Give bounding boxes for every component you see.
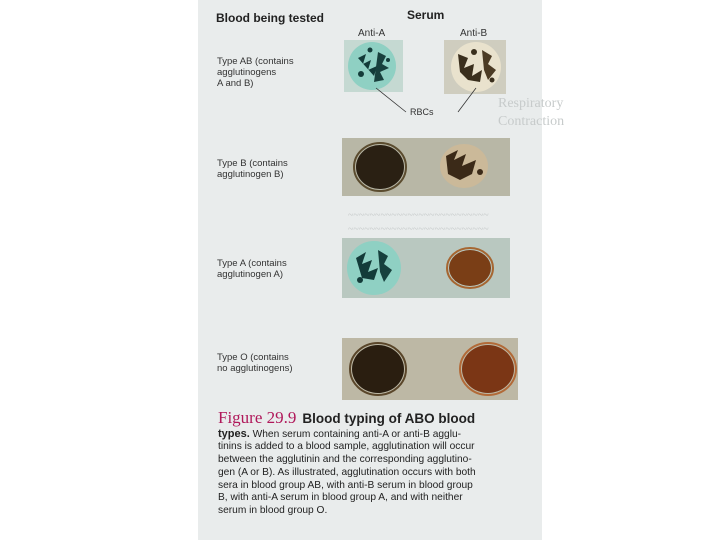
- anti-b-header: Anti-B: [460, 28, 488, 39]
- caption-line: tinins is added to a blood sample, agglutination will occur: [218, 441, 475, 453]
- blood-tested-header: Blood being tested: [216, 11, 324, 25]
- bleed-through-text: Respiratory: [498, 96, 564, 111]
- caption-line: When serum containing anti-A or anti-B agglu-: [249, 428, 462, 440]
- sample-ab-anti-a: [344, 40, 403, 92]
- figure-number: Figure 29.9: [218, 408, 297, 427]
- sample-b-panel: [342, 138, 510, 196]
- caption-line: between the agglutinin and the corresponding agglutino-: [218, 454, 472, 466]
- row-label-type-a: Type A (contains agglutinogen A): [217, 258, 287, 280]
- caption-line: gen (A or B). As illustrated, agglutination occurs with both: [218, 466, 476, 478]
- serum-header: Serum: [407, 8, 445, 22]
- bleed-through-text: ~~~~~~~~~~~~~~~~~~~~~~~~~~: [348, 224, 489, 235]
- rbc-label: RBCs: [410, 107, 434, 117]
- figure-caption: [218, 408, 536, 518]
- caption-lead: types.: [218, 427, 250, 440]
- caption-line: serum in blood group O.: [218, 504, 328, 516]
- caption-line: sera in blood group AB, with anti-B serum in blood group: [218, 479, 473, 491]
- row-label-type-o: Type O (contains no agglutinogens): [217, 352, 293, 374]
- caption-line: B, with anti-A serum in blood group A, and with neither: [218, 492, 463, 504]
- bleed-through-text: ~~~~~~~~~~~~~~~~~~~~~~~~~~: [348, 210, 489, 221]
- sample-a-panel: [342, 238, 510, 298]
- sample-o-panel: [342, 338, 518, 400]
- row-label-type-ab: Type AB (contains agglutinogens A and B): [217, 56, 294, 89]
- anti-a-header: Anti-A: [358, 28, 386, 39]
- figure-title: Blood typing of ABO blood: [302, 411, 476, 426]
- row-label-type-b: Type B (contains agglutinogen B): [217, 158, 288, 180]
- bleed-through-text: Contraction: [498, 114, 565, 129]
- textbook-page: [198, 0, 565, 540]
